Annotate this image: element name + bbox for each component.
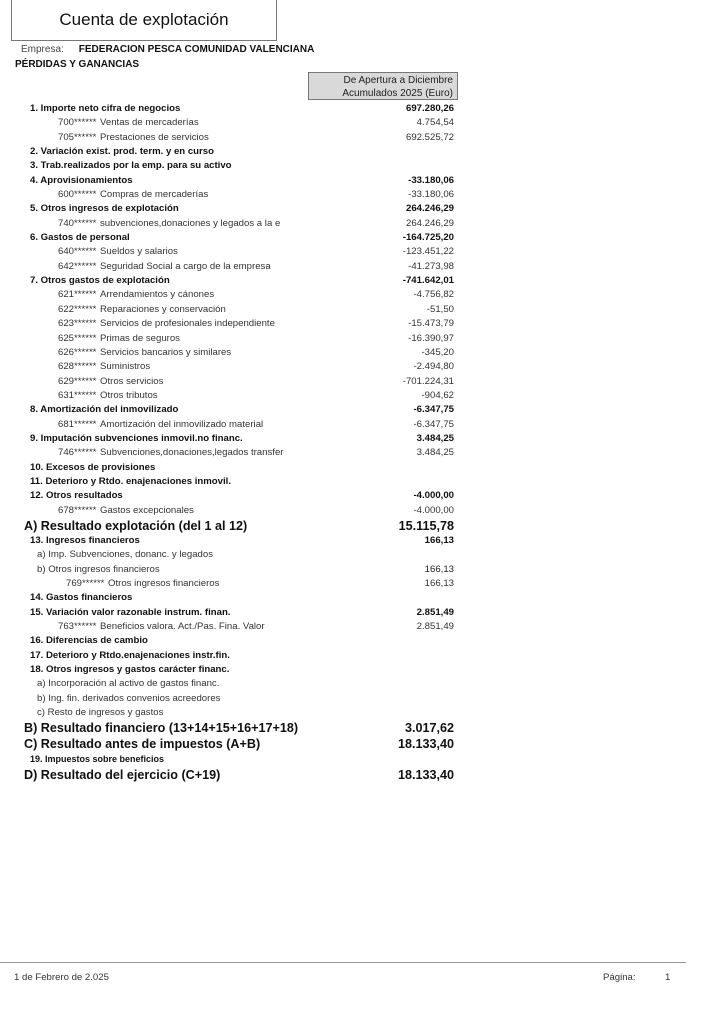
row-label-text: 6. Gastos de personal xyxy=(30,232,130,244)
account-code: 678****** xyxy=(58,504,97,516)
row-label-text: b) Otros ingresos financieros xyxy=(37,563,160,575)
column-header xyxy=(308,72,458,100)
account-row xyxy=(0,389,724,403)
row-label-text: Otros servicios xyxy=(100,375,164,387)
group-row xyxy=(0,403,724,417)
row-label-text: Primas de seguros xyxy=(100,332,180,344)
account-code: 746****** xyxy=(58,447,97,459)
row-label xyxy=(24,767,220,783)
account-row xyxy=(0,577,724,591)
row-label xyxy=(58,620,265,634)
account-code: 600****** xyxy=(58,189,97,201)
group-row xyxy=(0,174,724,188)
account-code: 623****** xyxy=(58,318,97,330)
row-label-text: Prestaciones de servicios xyxy=(100,131,209,143)
result-row xyxy=(0,767,724,783)
row-value: -33.180,06 xyxy=(408,174,454,186)
row-label-text: 1. Importe neto cifra de negocios xyxy=(30,103,181,114)
account-row xyxy=(0,217,724,231)
group-row xyxy=(0,145,724,159)
row-label xyxy=(58,303,226,317)
account-row xyxy=(0,116,724,130)
footer-page-number: 1 xyxy=(665,972,671,983)
row-value: -164.725,20 xyxy=(402,232,454,244)
row-label-text: 18. Otros ingresos y gastos carácter financ. xyxy=(30,664,230,676)
row-label-text: Sueldos y salarios xyxy=(100,246,178,258)
row-label-text: 2. Variación exist. prod. term. y en curso xyxy=(30,146,214,158)
row-label-text: 13. Ingresos financieros xyxy=(30,534,140,546)
account-row xyxy=(0,288,724,302)
row-label xyxy=(37,548,213,562)
row-label-text: 4. Aprovisionamientos xyxy=(30,174,133,186)
account-row xyxy=(0,188,724,202)
row-label-text: Reparaciones y conservación xyxy=(100,303,226,315)
row-label-text: Servicios de profesionales independiente xyxy=(100,318,275,330)
row-label xyxy=(58,188,208,202)
subgroup-row xyxy=(0,563,724,577)
report-title-text: Cuenta de explotación xyxy=(59,10,229,29)
row-label-text: Subvenciones,donaciones,legados transfer xyxy=(100,447,284,459)
account-row xyxy=(0,303,724,317)
row-label xyxy=(24,736,260,752)
row-label-text: Beneficios valora. Act./Pas. Fina. Valor xyxy=(100,621,265,633)
account-code: 640****** xyxy=(58,246,97,258)
row-value: 166,13 xyxy=(424,534,454,546)
footer-divider xyxy=(0,962,686,963)
row-label-text: 12. Otros resultados xyxy=(30,490,123,502)
row-value: 166,13 xyxy=(424,563,454,575)
row-label-text: Ventas de mercaderías xyxy=(100,117,199,129)
row-label xyxy=(37,563,160,577)
row-label xyxy=(30,461,155,475)
account-code: 622****** xyxy=(58,303,97,315)
row-label xyxy=(30,752,164,766)
row-label-text: c) Resto de ingresos y gastos xyxy=(37,707,164,719)
group-row xyxy=(0,202,724,216)
row-value: -345,20 xyxy=(421,346,454,358)
row-label xyxy=(37,706,163,720)
row-label-text: subvenciones,donaciones y legados a la e xyxy=(100,217,281,229)
company-label: Empresa: xyxy=(21,44,64,55)
group-row xyxy=(0,231,724,245)
group-row xyxy=(0,489,724,503)
row-value: 264.246,29 xyxy=(405,217,454,229)
account-code: 740****** xyxy=(58,217,97,229)
row-label-text: 19. Impuestos sobre beneficios xyxy=(30,754,165,765)
row-label-text: 5. Otros ingresos de explotación xyxy=(30,203,179,215)
subgroup-row xyxy=(0,677,724,691)
row-label xyxy=(30,591,132,605)
account-code: 629****** xyxy=(58,375,97,387)
account-row xyxy=(0,360,724,374)
report-title xyxy=(11,0,277,41)
group-row xyxy=(0,159,724,173)
group-row xyxy=(0,461,724,475)
group-row xyxy=(0,752,724,766)
statement-rows xyxy=(0,102,724,783)
row-value: 2.851,49 xyxy=(416,606,454,618)
row-value: -33.180,06 xyxy=(408,189,454,201)
row-value: -741.642,01 xyxy=(402,275,454,287)
row-label xyxy=(58,504,194,518)
group-row xyxy=(0,274,724,288)
row-label xyxy=(37,692,220,706)
row-value: -904,62 xyxy=(421,389,454,401)
row-value: 4.754,54 xyxy=(416,117,454,129)
row-label-text: Servicios bancarios y similares xyxy=(100,346,232,358)
row-value: 697.280,26 xyxy=(405,103,454,114)
row-value: 3.484,25 xyxy=(416,447,454,459)
row-label xyxy=(66,577,219,591)
row-label-text: 17. Deterioro y Rtdo.enajenaciones instr.fin. xyxy=(30,649,230,661)
row-label-text: a) Incorporación al activo de gastos financ. xyxy=(37,678,220,690)
row-label xyxy=(30,663,229,677)
row-label-text: Gastos excepcionales xyxy=(100,504,194,516)
group-row xyxy=(0,102,724,116)
row-value: -701.224,31 xyxy=(402,375,454,387)
result-row xyxy=(0,736,724,752)
row-value: -4.756,82 xyxy=(413,289,454,301)
row-label-text: 9. Imputación subvenciones inmovil.no financ. xyxy=(30,432,243,444)
account-code: 642****** xyxy=(58,260,97,272)
account-row xyxy=(0,375,724,389)
account-row xyxy=(0,260,724,274)
group-row xyxy=(0,634,724,648)
group-row xyxy=(0,475,724,489)
row-label-text: Otros ingresos financieros xyxy=(108,578,220,589)
row-label-text: Suministros xyxy=(100,361,151,373)
row-label xyxy=(58,446,283,460)
subgroup-row xyxy=(0,706,724,720)
account-code: 626****** xyxy=(58,346,97,358)
row-label-text: b) Ing. fin. derivados convenios acreedores xyxy=(37,692,221,704)
row-label xyxy=(30,489,123,503)
company-line xyxy=(21,44,314,55)
account-code: 681****** xyxy=(58,418,97,430)
row-label-text: D) Resultado del ejercicio (C+19) xyxy=(24,767,221,782)
row-label-text: C) Resultado antes de impuestos (A+B) xyxy=(24,737,261,752)
subgroup-row xyxy=(0,548,724,562)
company-name: FEDERACION PESCA COMUNIDAD VALENCIANA xyxy=(78,44,315,55)
row-label xyxy=(58,360,150,374)
row-value: -15.473,79 xyxy=(408,318,454,330)
account-row xyxy=(0,446,724,460)
column-header-line-2: Acumulados 2025 (Euro) xyxy=(342,88,453,99)
result-row xyxy=(0,518,724,534)
account-code: 700****** xyxy=(58,117,97,129)
row-label-text: 8. Amortización del inmovilizado xyxy=(30,404,179,416)
group-row xyxy=(0,649,724,663)
row-label xyxy=(58,418,263,432)
row-value: -41.273,98 xyxy=(408,260,454,272)
row-label xyxy=(58,317,275,331)
row-label-text: a) Imp. Subvenciones, donanc. y legados xyxy=(37,549,213,561)
row-value: 15.115,78 xyxy=(398,518,454,533)
row-label xyxy=(30,102,180,116)
row-label xyxy=(30,534,140,548)
account-row xyxy=(0,418,724,432)
row-label-text: 16. Diferencias de cambio xyxy=(30,635,148,647)
account-row xyxy=(0,131,724,145)
row-label xyxy=(30,145,214,159)
account-code: 631****** xyxy=(58,389,97,401)
row-label xyxy=(58,332,180,346)
row-label xyxy=(30,231,130,245)
account-row xyxy=(0,245,724,259)
row-label xyxy=(58,217,280,231)
row-label xyxy=(30,606,230,620)
row-label xyxy=(30,159,232,173)
row-label xyxy=(58,389,158,403)
account-code: 705****** xyxy=(58,131,97,143)
row-label xyxy=(30,274,170,288)
group-row xyxy=(0,432,724,446)
row-value: -4.000,00 xyxy=(413,490,454,502)
row-label xyxy=(58,245,178,259)
section-title: PÉRDIDAS Y GANANCIAS xyxy=(15,59,140,70)
row-label xyxy=(58,375,163,389)
row-value: 2.851,49 xyxy=(416,621,454,633)
row-label-text: A) Resultado explotación (del 1 al 12) xyxy=(24,518,248,533)
row-label-text: 14. Gastos financieros xyxy=(30,592,133,604)
row-value: -6.347,75 xyxy=(413,404,454,416)
row-label-text: Otros tributos xyxy=(100,389,158,401)
row-label-text: 3. Trab.realizados por la emp. para su activo xyxy=(30,160,232,172)
row-value: 3.017,62 xyxy=(404,721,454,736)
account-row xyxy=(0,332,724,346)
group-row xyxy=(0,534,724,548)
row-label xyxy=(30,432,243,446)
row-label xyxy=(24,720,298,736)
row-label-text: Amortización del inmovilizado material xyxy=(100,418,264,430)
row-value: 692.525,72 xyxy=(405,131,454,143)
row-label xyxy=(30,202,179,216)
row-value: 166,13 xyxy=(424,578,454,589)
footer-page-label: Página: xyxy=(603,972,636,983)
row-label xyxy=(30,174,133,188)
row-value: 18.133,40 xyxy=(397,737,454,752)
row-label xyxy=(24,518,247,534)
row-value: -51,50 xyxy=(426,303,454,315)
row-label-text: 10. Excesos de provisiones xyxy=(30,461,156,473)
account-row xyxy=(0,346,724,360)
row-value: -123.451,22 xyxy=(402,246,454,258)
row-label xyxy=(30,634,148,648)
row-label-text: Arrendamientos y cánones xyxy=(100,289,215,301)
group-row xyxy=(0,663,724,677)
row-label xyxy=(30,475,231,489)
row-label xyxy=(58,116,199,130)
row-value: -4.000,00 xyxy=(413,504,454,516)
row-label-text: 15. Variación valor razonable instrum. finan. xyxy=(30,606,231,618)
row-value: -6.347,75 xyxy=(413,418,454,430)
row-label xyxy=(30,403,178,417)
row-value: 18.133,40 xyxy=(397,767,454,782)
account-row xyxy=(0,317,724,331)
account-row xyxy=(0,504,724,518)
subgroup-row xyxy=(0,692,724,706)
row-label-text: Seguridad Social a cargo de la empresa xyxy=(100,260,271,272)
row-label-text: 11. Deterioro y Rtdo. enajenaciones inmovil. xyxy=(30,475,231,487)
result-row xyxy=(0,720,724,736)
account-code: 625****** xyxy=(58,332,97,344)
account-code: 628****** xyxy=(58,361,97,373)
row-value: 264.246,29 xyxy=(405,203,454,215)
row-value: 3.484,25 xyxy=(416,432,454,444)
row-value: -2.494,80 xyxy=(413,361,454,373)
row-label xyxy=(30,649,230,663)
row-label xyxy=(37,677,219,691)
row-label xyxy=(58,131,209,145)
row-label xyxy=(58,288,214,302)
group-row xyxy=(0,591,724,605)
row-label-text: Compras de mercaderías xyxy=(100,189,209,201)
footer-date: 1 de Febrero de 2.025 xyxy=(14,972,109,983)
row-label xyxy=(58,346,231,360)
account-code: 763****** xyxy=(58,621,97,633)
group-row xyxy=(0,606,724,620)
row-label-text: 7. Otros gastos de explotación xyxy=(30,275,170,287)
account-code: 769****** xyxy=(66,578,105,589)
row-value: -16.390,97 xyxy=(408,332,454,344)
account-code: 621****** xyxy=(58,289,97,301)
account-row xyxy=(0,620,724,634)
column-header-line-1: De Apertura a Diciembre xyxy=(343,75,453,86)
row-label xyxy=(58,260,271,274)
row-label-text: B) Resultado financiero (13+14+15+16+17+18) xyxy=(24,721,299,736)
